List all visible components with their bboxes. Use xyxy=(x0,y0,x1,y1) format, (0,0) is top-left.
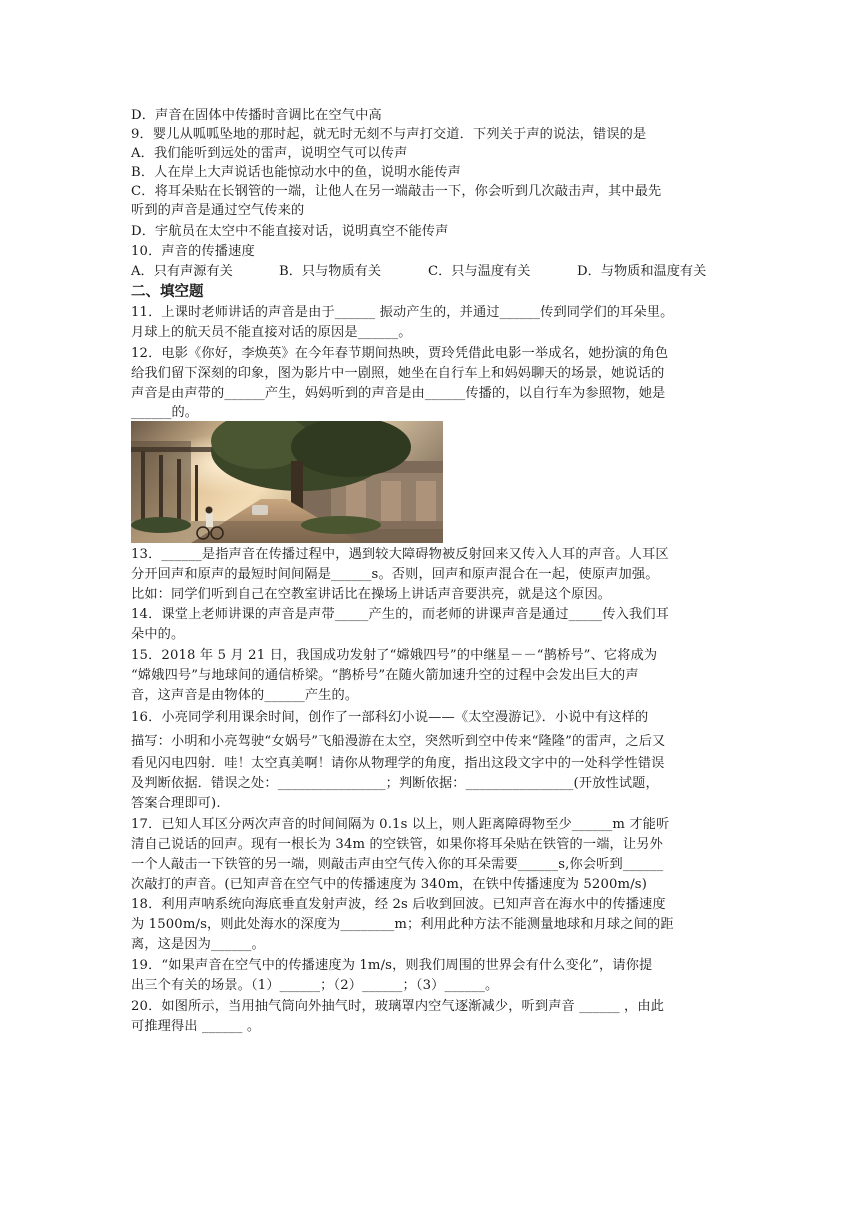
text-line: 给我们留下深刻的印象，图为影片中一剧照，她坐在自行车上和妈妈聊天的场景，她说话的 xyxy=(131,366,665,381)
text-line: 出三个有关的场景。（1）______；（2）______；（3）______。 xyxy=(131,978,499,993)
section-heading-fill-in: 二、填空题 xyxy=(131,284,204,300)
movie-still-image xyxy=(131,421,443,543)
text-line: 10．声音的传播速度 xyxy=(131,244,255,259)
text-line: 音，这声音是由物体的______产生的。 xyxy=(131,688,359,703)
text-line: C．将耳朵贴在长钢管的一端，让他人在另一端敲击一下，你会听到几次敲击声，其中最先 xyxy=(131,184,662,199)
text-line: 朵中的。 xyxy=(131,627,185,642)
text-line: 可推理得出 ______ 。 xyxy=(131,1019,261,1034)
text-line: 听到的声音是通过空气传来的 xyxy=(131,203,305,218)
q10-option-d: D．与物质和温度有关 xyxy=(577,264,707,279)
text-line: 及判断依据．错误之处：________________；判断依据：________________(开放性试题， xyxy=(131,776,659,791)
text-line: B．人在岸上大声说话也能惊动水中的鱼，说明水能传声 xyxy=(131,165,461,180)
q10-option-b: B．只与物质有关 xyxy=(279,264,382,279)
text-line: 描写：小明和小亮驾驶“女娲号”飞船漫游在太空，突然听到空中传来“隆隆”的雷声，之后又 xyxy=(131,734,666,749)
text-line: D．声音在固体中传播时音调比在空气中高 xyxy=(131,108,382,123)
text-line: 18．利用声呐系统向海底垂直发射声波，经 2s 后收到回波。已知声音在海水中的传播速度 xyxy=(131,897,666,912)
text-line: D．宇航员在太空中不能直接对话，说明真空不能传声 xyxy=(131,224,449,239)
text-line: 12．电影《你好，李焕英》在今年春节期间热映，贾玲凭借此电影一举成名，她扮演的角色 xyxy=(131,346,669,361)
text-line: 15．2018 年 5 月 21 日，我国成功发射了“嫦娥四号”的中继星－－“鹊桥号”、它将成为 xyxy=(131,648,658,663)
text-line: 离，这是因为______。 xyxy=(131,937,265,952)
text-line: 声音是由声带的______产生，妈妈听到的声音是由______传播的，以自行车为参照物，她是 xyxy=(131,386,666,401)
text-line: 月球上的航天员不能直接对话的原因是______。 xyxy=(131,325,412,340)
text-line: 答案合理即可). xyxy=(131,796,221,811)
movie-still-illustration xyxy=(131,421,443,543)
text-line: 一个人敲击一下铁管的另一端，则敲击声由空气传入你的耳朵需要______s,你会听到______ xyxy=(131,857,664,872)
text-line: 19．“如果声音在空气中的传播速度为 1m/s，则我们周围的世界会有什么变化”，请你提 xyxy=(131,958,653,973)
q10-option-c: C．只与温度有关 xyxy=(428,264,531,279)
text-line: 11．上课时老师讲话的声音是由于______ 振动产生的，并通过______传到同学们的耳朵里。 xyxy=(131,305,674,320)
text-line: 9．婴儿从呱呱坠地的那时起，就无时无刻不与声打交道．下列关于声的说法，错误的是 xyxy=(131,127,647,142)
q10-option-a: A．只有声源有关 xyxy=(131,264,233,279)
text-line: 清自己说话的回声。现有一根长为 34m 的空铁管，如果你将耳朵贴在铁管的一端，让另外 xyxy=(131,837,663,852)
text-line: 13．______是指声音在传播过程中，遇到较大障碍物被反射回来又传入人耳的声音。人耳区 xyxy=(131,547,669,562)
text-line: 17．已知人耳区分两次声音的时间间隔为 0.1s 以上，则人距离障碍物至少______m 才能听 xyxy=(131,817,670,832)
text-line: 20．如图所示，当用抽气筒向外抽气时，玻璃罩内空气逐渐减少，听到声音 ______ ，由此 xyxy=(131,999,665,1014)
text-line: 分开回声和原声的最短时间间隔是______s。否则，回声和原声混合在一起，使原声加强。 xyxy=(131,567,659,582)
text-line: 次敲打的声音。(已知声音在空气中的传播速度为 340m，在铁中传播速度为 5200m/s) xyxy=(131,877,647,892)
text-line: ______的。 xyxy=(131,405,199,420)
text-line: 为 1500m/s，则此处海水的深度为________m；利用此种方法不能测量地球和月球之间的距 xyxy=(131,917,674,932)
text-line: 16．小亮同学利用课余时间，创作了一部科幻小说——《太空漫游记》．小说中有这样的 xyxy=(131,710,649,725)
text-line: A．我们能听到远处的雷声，说明空气可以传声 xyxy=(131,146,408,161)
text-line: “嫦娥四号”与地球间的通信桥梁。“鹊桥号”在随火箭加速升空的过程中会发出巨大的声 xyxy=(131,668,639,683)
text-line: 看见闪电四射．哇！太空真美啊！请你从物理学的角度，指出这段文字中的一处科学性错误 xyxy=(131,756,665,771)
text-line: 14．课堂上老师讲课的声音是声带_____产生的，而老师的讲课声音是通过_____传入我们耳 xyxy=(131,607,669,622)
text-line: 比如：同学们听到自己在空教室讲话比在操场上讲话声音要洪亮，就是这个原因。 xyxy=(131,587,612,602)
